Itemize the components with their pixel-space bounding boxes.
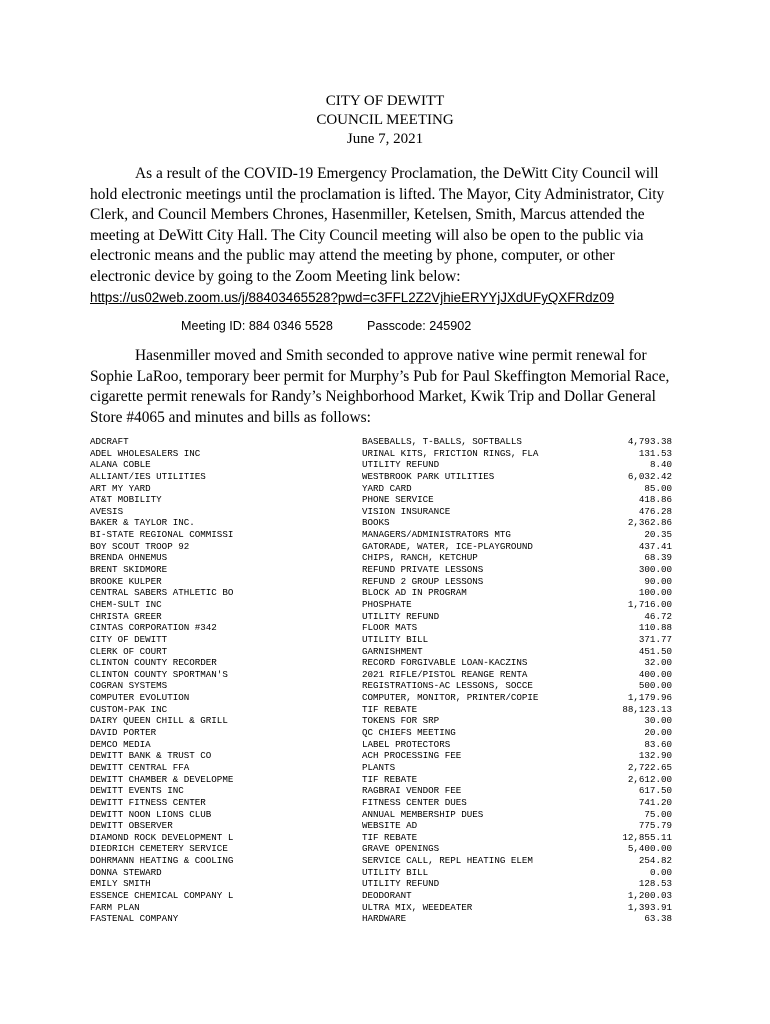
bill-description: GATORADE, WATER, ICE-PLAYGROUND — [362, 540, 533, 552]
bill-vendor: BRENT SKIDMORE — [90, 564, 168, 576]
bill-amount: 85.00 — [644, 482, 672, 494]
bill-description: TIF REBATE — [362, 703, 418, 715]
bill-amount: 20.00 — [644, 727, 672, 739]
bill-amount: 63.38 — [644, 913, 672, 925]
bill-row — [90, 657, 672, 669]
bill-row — [90, 843, 672, 855]
bill-row — [90, 913, 672, 925]
bill-row — [90, 727, 672, 739]
bill-vendor: ADEL WHOLESALERS INC — [90, 447, 201, 459]
bill-amount: 46.72 — [644, 610, 672, 622]
bill-amount: 2,722.65 — [627, 761, 672, 773]
bill-row — [90, 669, 672, 681]
bill-amount: 2,362.86 — [627, 517, 672, 529]
bill-row — [90, 576, 672, 588]
bill-row — [90, 517, 672, 529]
bill-description: TIF REBATE — [362, 831, 418, 843]
bill-amount: 1,716.00 — [627, 598, 672, 610]
bill-amount: 83.60 — [644, 738, 672, 750]
bill-vendor: AT&T MOBILITY — [90, 494, 162, 506]
bill-description: PHOSPHATE — [362, 598, 412, 610]
bill-description: YARD CARD — [362, 482, 412, 494]
bill-row — [90, 529, 672, 541]
bill-amount: 4,793.38 — [627, 436, 672, 447]
bill-description: BOOKS — [362, 517, 390, 529]
bill-description: UTILITY BILL — [362, 866, 429, 878]
bill-amount: 128.53 — [638, 878, 672, 890]
bill-description: VISION INSURANCE — [362, 505, 451, 517]
bill-vendor: DIEDRICH CEMETERY SERVICE — [90, 843, 228, 855]
bill-description: MANAGERS/ADMINISTRATORS MTG — [362, 529, 511, 541]
bill-description: WESTBROOK PARK UTILITIES — [362, 470, 495, 482]
zoom-meeting-link[interactable]: https://us02web.zoom.us/j/88403465528?pwd=c3FFL2Z2VjhieERYYjJXdUFyQXFRdz09 — [90, 290, 615, 305]
bill-vendor: DEWITT NOON LIONS CLUB — [90, 808, 212, 820]
bill-amount: 451.50 — [638, 645, 672, 657]
bill-vendor: DEMCO MEDIA — [90, 738, 151, 750]
bill-vendor: CHRISTA GREER — [90, 610, 162, 622]
bill-vendor: CLINTON COUNTY SPORTMAN'S — [90, 668, 228, 680]
bill-row — [90, 867, 672, 879]
bill-row — [90, 541, 672, 553]
bill-description: PHONE SERVICE — [362, 494, 434, 506]
bill-row — [90, 552, 672, 564]
bill-row — [90, 832, 672, 844]
bill-amount: 300.00 — [638, 564, 672, 576]
bill-vendor: ADCRAFT — [90, 436, 129, 447]
intro-paragraph: As a result of the COVID-19 Emergency Proclamation, the DeWitt City Council will hold electronic meetings until the proclamation is lifted. The Mayor, City Administrator, City Clerk, and Council Members Chrones, Hasenmiller, Ketelsen, Smith, Marcus attended the meeting at DeWitt City Hall. The City Council meeting will also be open to the public via electronic means and the public may attend the meeting by phone, computer, or other electronic device by going to the Zoom Meeting link below: — [90, 165, 665, 285]
bill-amount: 775.79 — [638, 820, 672, 832]
bill-amount: 371.77 — [638, 633, 672, 645]
bill-vendor: EMILY SMITH — [90, 878, 151, 890]
bill-vendor: ART MY YARD — [90, 482, 151, 494]
bill-description: REFUND PRIVATE LESSONS — [362, 564, 484, 576]
bill-row — [90, 809, 672, 821]
bill-description: URINAL KITS, FRICTION RINGS, FLA — [362, 447, 539, 459]
motion-paragraph: Hasenmiller moved and Smith seconded to approve native wine permit renewal for Sophie LaRoo, temporary beer permit for Murphy’s Pub for Paul Skeffington Memorial Race, cigarette permit renewals for Randy’s Neighborhood Market, Kwik Trip and Dollar General Store #4065 and minutes and bills as follows: — [90, 347, 670, 426]
bill-vendor: CENTRAL SABERS ATHLETIC BO — [90, 587, 234, 599]
bill-amount: 254.82 — [638, 855, 672, 867]
meeting-id: Meeting ID: 884 0346 5528 — [181, 319, 333, 333]
bill-vendor: BRENDA OHNEMUS — [90, 552, 168, 564]
bill-amount: 1,393.91 — [627, 901, 672, 913]
meeting-passcode: Passcode: 245902 — [366, 319, 472, 333]
bill-amount: 0.00 — [649, 866, 672, 878]
bill-row — [90, 692, 672, 704]
bill-description: REGISTRATIONS-AC LESSONS, SOCCE — [362, 680, 533, 692]
bill-description: COMPUTER, MONITOR, PRINTER/COPIE — [362, 692, 539, 704]
bill-row — [90, 459, 672, 471]
bill-vendor: DAIRY QUEEN CHILL & GRILL — [90, 715, 228, 727]
bill-description: DEODORANT — [362, 889, 412, 901]
bill-amount: 132.90 — [638, 750, 672, 762]
bill-amount: 12,855.11 — [622, 831, 672, 843]
bill-vendor: COMPUTER EVOLUTION — [90, 692, 190, 704]
bill-description: TIF REBATE — [362, 773, 418, 785]
bill-amount: 88,123.13 — [622, 703, 672, 715]
bill-row — [90, 448, 672, 460]
bill-row — [90, 506, 672, 518]
bill-amount: 131.53 — [638, 447, 672, 459]
bill-description: HARDWARE — [362, 913, 407, 925]
bill-vendor: COGRAN SYSTEMS — [90, 680, 168, 692]
bill-row — [90, 646, 672, 658]
bill-vendor: CLERK OF COURT — [90, 645, 168, 657]
bill-description: TOKENS FOR SRP — [362, 715, 440, 727]
bill-row — [90, 902, 672, 914]
bill-vendor: CHEM-SULT INC — [90, 598, 162, 610]
bill-vendor: DONNA STEWARD — [90, 866, 162, 878]
bill-amount: 30.00 — [644, 715, 672, 727]
bill-vendor: FARM PLAN — [90, 901, 140, 913]
bill-vendor: DAVID PORTER — [90, 727, 157, 739]
bill-row — [90, 436, 672, 448]
bill-description: BASEBALLS, T-BALLS, SOFTBALLS — [362, 436, 522, 447]
bill-row — [90, 797, 672, 809]
city-name: CITY OF DEWITT — [325, 93, 445, 109]
bill-amount: 5,400.00 — [627, 843, 672, 855]
bill-row — [90, 494, 672, 506]
bill-vendor: BOY SCOUT TROOP 92 — [90, 540, 190, 552]
bill-description: RECORD FORGIVABLE LOAN-KACZINS — [362, 657, 528, 669]
bill-row — [90, 762, 672, 774]
bill-row — [90, 471, 672, 483]
bill-description: FITNESS CENTER DUES — [362, 796, 467, 808]
bill-description: ANNUAL MEMBERSHIP DUES — [362, 808, 484, 820]
bill-row — [90, 611, 672, 623]
bill-vendor: BAKER & TAYLOR INC. — [90, 517, 195, 529]
bill-description: UTILITY REFUND — [362, 610, 440, 622]
bill-vendor: DEWITT EVENTS INC — [90, 785, 184, 797]
bill-description: BLOCK AD IN PROGRAM — [362, 587, 467, 599]
bill-amount: 110.88 — [638, 622, 672, 634]
bill-amount: 500.00 — [638, 680, 672, 692]
bill-row — [90, 750, 672, 762]
bill-description: REFUND 2 GROUP LESSONS — [362, 575, 484, 587]
bills-list — [90, 436, 672, 925]
bill-row — [90, 715, 672, 727]
bill-vendor: CINTAS CORPORATION #342 — [90, 622, 217, 634]
bill-vendor: BI-STATE REGIONAL COMMISSI — [90, 529, 234, 541]
bill-amount: 741.20 — [638, 796, 672, 808]
bill-description: FLOOR MATS — [362, 622, 418, 634]
bill-description: WEBSITE AD — [362, 820, 418, 832]
bill-description: GARNISHMENT — [362, 645, 423, 657]
bill-vendor: FASTENAL COMPANY — [90, 913, 179, 925]
bill-row — [90, 878, 672, 890]
bill-vendor: DEWITT CENTRAL FFA — [90, 761, 190, 773]
bill-vendor: DIAMOND ROCK DEVELOPMENT L — [90, 831, 234, 843]
bill-description: CHIPS, RANCH, KETCHUP — [362, 552, 478, 564]
bill-vendor: CLINTON COUNTY RECORDER — [90, 657, 217, 669]
bill-row — [90, 483, 672, 495]
bill-vendor: CITY OF DEWITT — [90, 633, 168, 645]
bill-row — [90, 820, 672, 832]
bill-amount: 20.35 — [644, 529, 672, 541]
bill-description: SERVICE CALL, REPL HEATING ELEM — [362, 855, 533, 867]
bill-amount: 8.40 — [649, 459, 672, 471]
bill-vendor: DEWITT BANK & TRUST CO — [90, 750, 212, 762]
bill-amount: 68.39 — [644, 552, 672, 564]
document-header — [0, 92, 770, 149]
bill-amount: 1,179.96 — [627, 692, 672, 704]
bill-row — [90, 622, 672, 634]
bill-description: PLANTS — [362, 761, 396, 773]
bill-row — [90, 890, 672, 902]
bill-row — [90, 634, 672, 646]
bill-amount: 32.00 — [644, 657, 672, 669]
bill-amount: 75.00 — [644, 808, 672, 820]
bill-amount: 6,032.42 — [627, 470, 672, 482]
bill-description: ACH PROCESSING FEE — [362, 750, 462, 762]
bill-row — [90, 599, 672, 611]
bill-description: UTILITY REFUND — [362, 878, 440, 890]
bill-amount: 2,612.00 — [627, 773, 672, 785]
bill-vendor: ALLIANT/IES UTILITIES — [90, 470, 206, 482]
bill-amount: 1,200.03 — [627, 889, 672, 901]
bill-description: QC CHIEFS MEETING — [362, 727, 456, 739]
bill-vendor: ALANA COBLE — [90, 459, 151, 471]
bill-amount: 418.86 — [638, 494, 672, 506]
bill-vendor: CUSTOM-PAK INC — [90, 703, 168, 715]
bill-amount: 617.50 — [638, 785, 672, 797]
meeting-date: June 7, 2021 — [346, 131, 424, 147]
bill-amount: 90.00 — [644, 575, 672, 587]
bill-amount: 437.41 — [638, 540, 672, 552]
bill-description: LABEL PROTECTORS — [362, 738, 451, 750]
bill-vendor: DEWITT OBSERVER — [90, 820, 173, 832]
bill-row — [90, 774, 672, 786]
bill-vendor: AVESIS — [90, 505, 124, 517]
bill-vendor: DEWITT CHAMBER & DEVELOPME — [90, 773, 234, 785]
meeting-title: COUNCIL MEETING — [316, 112, 454, 128]
meeting-credentials — [181, 319, 471, 333]
bill-description: UTILITY REFUND — [362, 459, 440, 471]
bill-amount: 100.00 — [638, 587, 672, 599]
bill-vendor: DEWITT FITNESS CENTER — [90, 796, 206, 808]
bill-row — [90, 564, 672, 576]
bill-description: 2021 RIFLE/PISTOL REANGE RENTA — [362, 668, 528, 680]
bill-description: GRAVE OPENINGS — [362, 843, 440, 855]
bill-description: ULTRA MIX, WEEDEATER — [362, 901, 473, 913]
bill-row — [90, 785, 672, 797]
bill-vendor: BROOKE KULPER — [90, 575, 162, 587]
bill-row — [90, 704, 672, 716]
bill-amount: 400.00 — [638, 668, 672, 680]
bill-vendor: DOHRMANN HEATING & COOLING — [90, 855, 234, 867]
bill-description: UTILITY BILL — [362, 633, 429, 645]
bill-amount: 476.28 — [638, 505, 672, 517]
bill-description: RAGBRAI VENDOR FEE — [362, 785, 462, 797]
bill-row — [90, 739, 672, 751]
bill-row — [90, 680, 672, 692]
bill-row — [90, 855, 672, 867]
bill-vendor: ESSENCE CHEMICAL COMPANY L — [90, 889, 234, 901]
bill-row — [90, 587, 672, 599]
